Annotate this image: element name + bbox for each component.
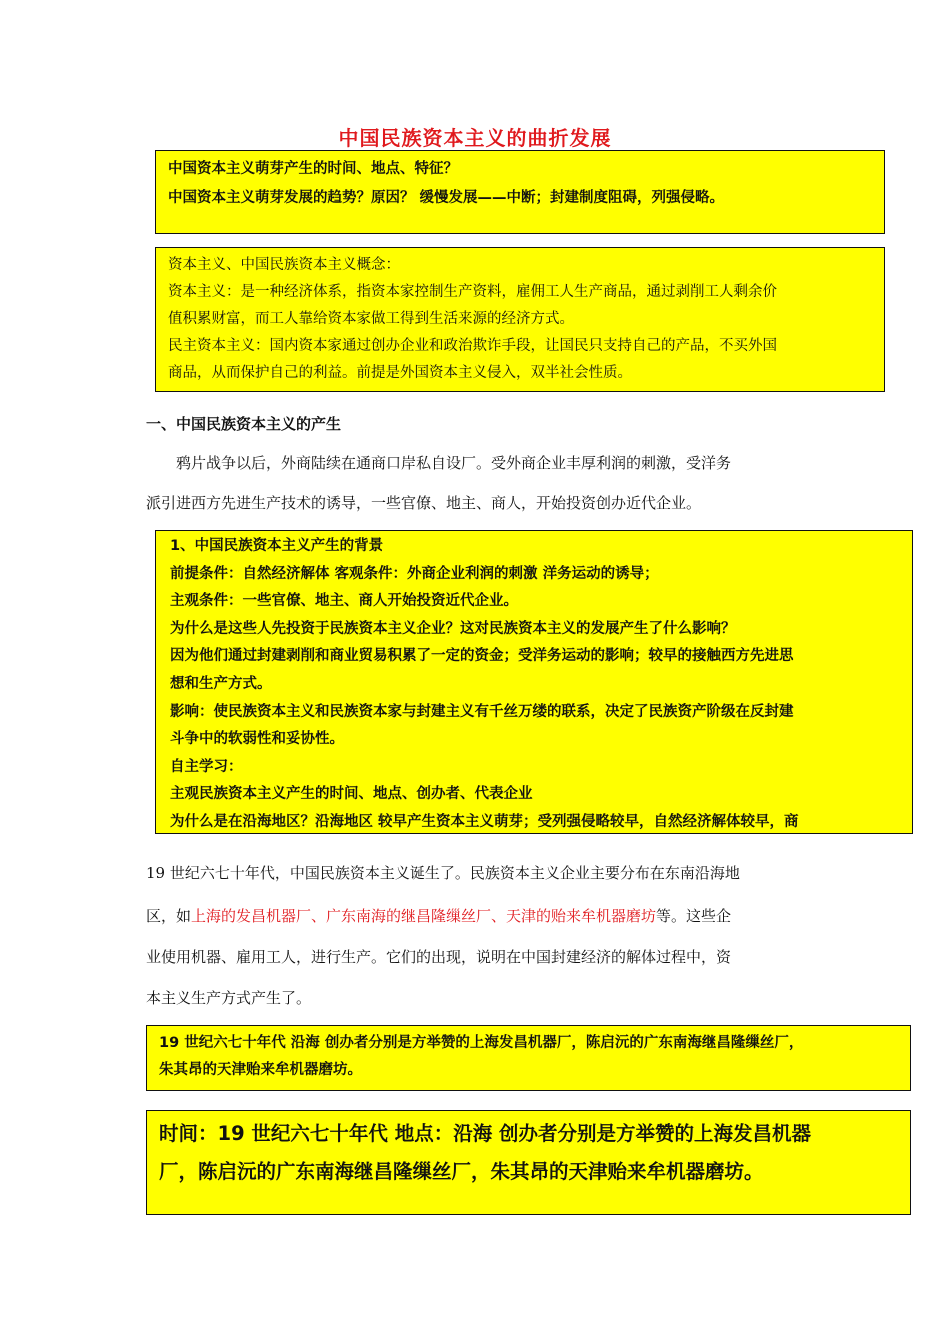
text-run: 等。这些企 bbox=[656, 907, 732, 925]
box-line: 民主资本主义：国内资本家通过创办企业和政治欺诈手段，让国民只支持自己的产品，不买外国 bbox=[168, 338, 777, 354]
question-box-sprouts bbox=[155, 150, 885, 234]
box-line: 1、中国民族资本主义产生的背景 bbox=[170, 538, 384, 554]
box-line: 前提条件：自然经济解体 客观条件：外商企业利润的刺激 洋务运动的诱导； bbox=[170, 565, 659, 582]
box-line: 斗争中的软弱性和妥协性。 bbox=[170, 731, 344, 748]
paragraph-line: 鸦片战争以后，外商陆续在通商口岸私自设厂。受外商企业丰厚利润的刺激，受洋务 bbox=[176, 454, 732, 472]
paragraph-line bbox=[146, 905, 731, 926]
box-line: 为什么是这些人先投资于民族资本主义企业？这对民族资本主义的发展产生了什么影响？ bbox=[170, 620, 736, 637]
box-line: 中国资本主义萌芽产生的时间、地点、特征？ bbox=[168, 161, 458, 177]
highlighted-enterprises: 上海的发昌机器厂、广东南海的继昌隆缫丝厂、天津的贻来牟机器磨坊 bbox=[191, 907, 657, 925]
section-heading: 一、中国民族资本主义的产生 bbox=[146, 415, 342, 433]
box-line: 自主学习： bbox=[170, 758, 243, 775]
box-line: 因为他们通过封建剥削和商业贸易积累了一定的资金；受洋务运动的影响；较早的接触西方先进思 bbox=[170, 648, 794, 665]
concept-box bbox=[155, 247, 885, 392]
box-line: 值积累财富，而工人靠给资本家做工得到生活来源的经济方式。 bbox=[168, 311, 574, 327]
document-title: 中国民族资本主义的曲折发展 bbox=[338, 126, 612, 150]
text-run: 区，如 bbox=[146, 907, 192, 925]
paragraph-line: 19 世纪六七十年代，中国民族资本主义诞生了。民族资本主义企业主要分布在东南沿海地 bbox=[146, 864, 740, 882]
box-line: 商品，从而保护自己的利益。前提是外国资本主义侵入，双半社会性质。 bbox=[168, 365, 632, 381]
box-line: 厂，陈启沅的广东南海继昌隆缫丝厂，朱其昂的天津贻来牟机器磨坊。 bbox=[159, 1160, 764, 1183]
box-line: 时间：19 世纪六七十年代 地点：沿海 创办者分别是方举赞的上海发昌机器 bbox=[159, 1122, 812, 1145]
box-line: 19 世纪六七十年代 沿海 创办者分别是方举赞的上海发昌机器厂，陈启沅的广东南海继昌隆缫丝厂， bbox=[159, 1035, 804, 1051]
background-box bbox=[155, 530, 913, 834]
box-line: 资本主义：是一种经济体系，指资本家控制生产资料，雇佣工人生产商品，通过剥削工人剩余价 bbox=[168, 284, 777, 300]
box-line: 朱其昂的天津贻来牟机器磨坊。 bbox=[159, 1062, 362, 1078]
paragraph-line: 派引进西方先进生产技术的诱导，一些官僚、地主、商人，开始投资创办近代企业。 bbox=[146, 494, 702, 512]
box-line: 想和生产方式。 bbox=[170, 675, 272, 692]
box-line: 资本主义、中国民族资本主义概念： bbox=[168, 257, 400, 273]
box-line: 主观民族资本主义产生的时间、地点、创办者、代表企业 bbox=[170, 786, 533, 803]
box-line: 影响：使民族资本主义和民族资本家与封建主义有千丝万缕的联系，决定了民族资产阶级在反封建 bbox=[170, 703, 794, 720]
answer-box-small bbox=[146, 1025, 911, 1091]
paragraph-line: 本主义生产方式产生了。 bbox=[146, 989, 312, 1007]
paragraph-line: 业使用机器、雇用工人，进行生产。它们的出现，说明在中国封建经济的解体过程中，资 bbox=[146, 948, 732, 966]
box-line: 主观条件：一些官僚、地主、商人开始投资近代企业。 bbox=[170, 593, 518, 610]
box-line: 中国资本主义萌芽发展的趋势？原因？ 缓慢发展——中断；封建制度阻碍，列强侵略。 bbox=[168, 190, 725, 206]
box-line: 为什么是在沿海地区？沿海地区 较早产生资本主义萌芽；受列强侵略较早，自然经济解体较早，商 bbox=[170, 813, 799, 830]
answer-box-large bbox=[146, 1110, 911, 1215]
